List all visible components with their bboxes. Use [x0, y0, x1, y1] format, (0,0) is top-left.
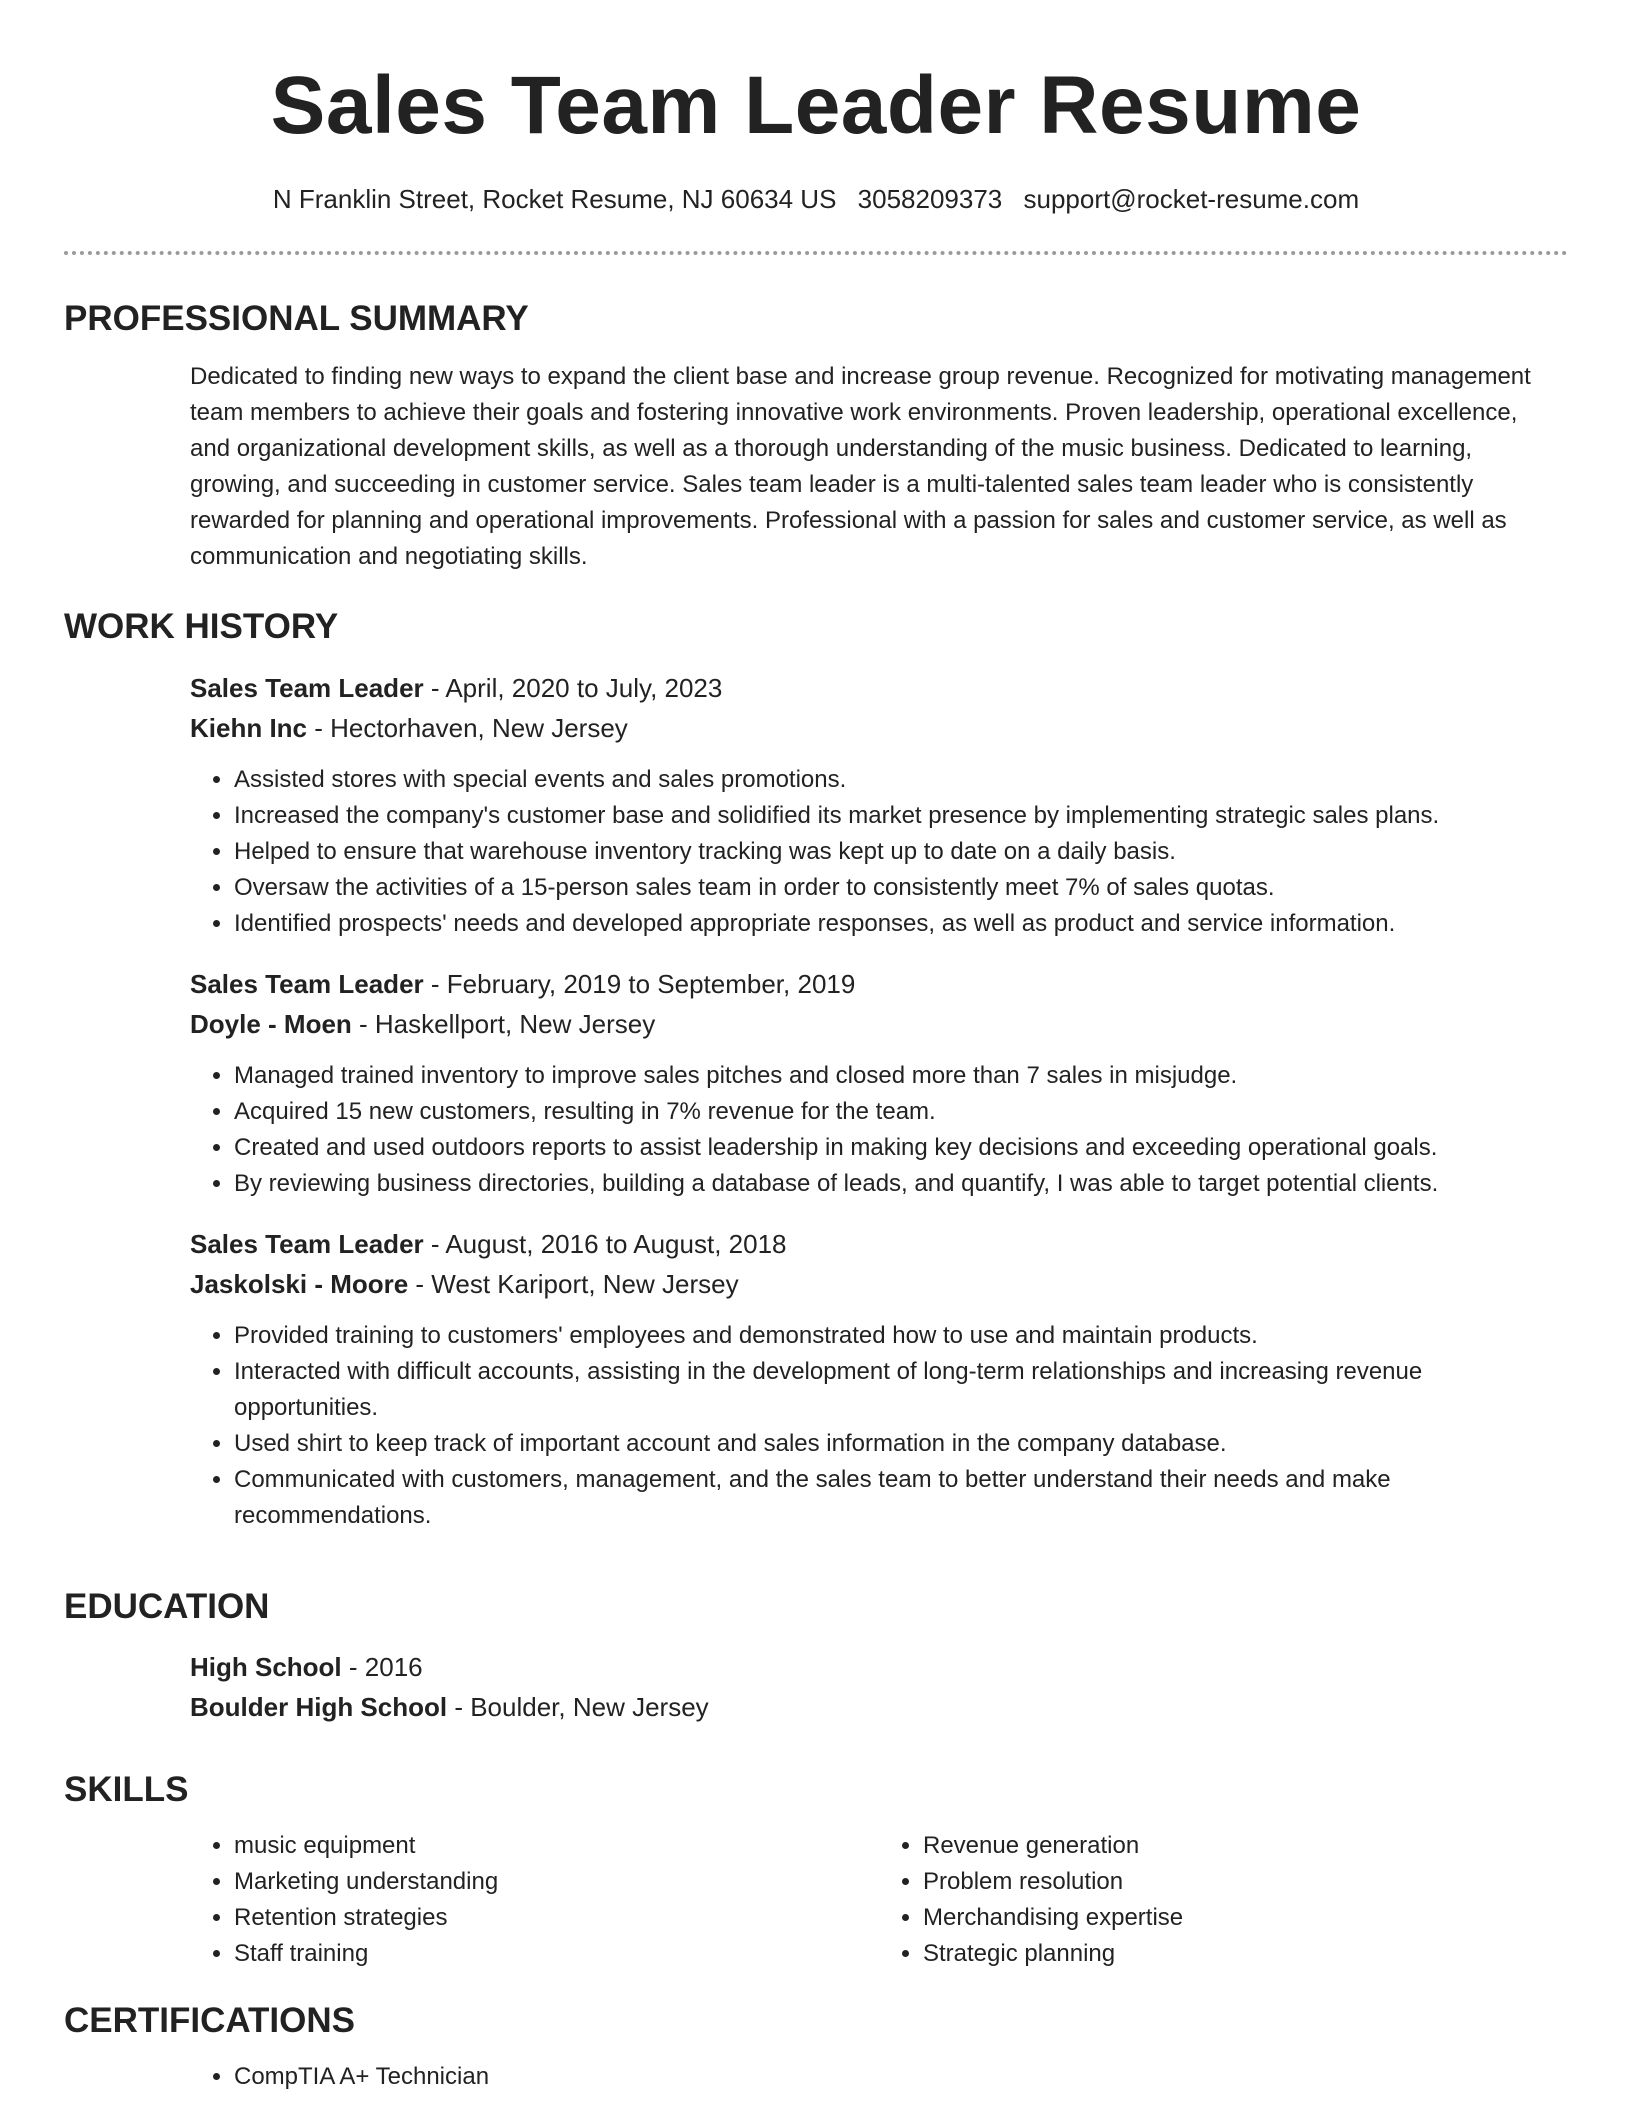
education-degree-line: [190, 1647, 1568, 1687]
job-company-line: [190, 708, 1568, 748]
job-company: Kiehn Inc: [190, 713, 308, 743]
certification-item: • CompTIA A+ Technician: [234, 2059, 1568, 2095]
summary-heading: PROFESSIONAL SUMMARY: [64, 299, 529, 338]
skill-item: • Problem resolution: [923, 1864, 1568, 1900]
job-bullet: • Used shirt to keep track of important account and sales information in the company database.: [234, 1426, 1568, 1462]
education-school: Boulder High School: [190, 1692, 448, 1722]
job-bullet: • By reviewing business directories, building a database of leads, and quantify, I was able to target potential clients.: [234, 1166, 1568, 1202]
contact-phone: 3058209373: [857, 184, 1003, 214]
skills-section: [64, 1768, 1568, 1972]
contact-line: [0, 182, 1632, 216]
education-section: [64, 1585, 1568, 1727]
job-title: Sales Team Leader: [190, 969, 424, 999]
resume-title: Sales Team Leader Resume: [270, 60, 1362, 151]
job-bullet: • Provided training to customers' employees and demonstrated how to use and maintain products.: [234, 1318, 1568, 1354]
job-bullet: • Created and used outdoors reports to assist leadership in making key decisions and exceeding operational goals.: [234, 1130, 1568, 1166]
skills-heading: SKILLS: [64, 1770, 189, 1809]
job-location: - Hectorhaven, New Jersey: [307, 713, 628, 743]
job-entry: [190, 964, 1568, 1202]
summary-section: [64, 297, 1568, 575]
summary-text: Dedicated to finding new ways to expand the client base and increase group revenue. Recognized for motivating management team members to achieve their goals and fostering innovative work environments. Proven leadership, operational excellence, and organizational development skills, as well as a thorough understanding of the music business. Dedicated to learning, growing, and succeeding in customer service. Sales team leader is a multi-talented sales team leader who is consistently rewarded for planning and operational improvements. Professional with a passion for sales and customer service, as well as communication and negotiating skills.: [190, 363, 1531, 570]
education-heading: EDUCATION: [64, 1587, 270, 1626]
job-company: Jaskolski - Moore: [190, 1269, 409, 1299]
skill-item: • Merchandising expertise: [923, 1900, 1568, 1936]
job-bullet: • Communicated with customers, management, and the sales team to better understand their needs and make recommendations.: [234, 1462, 1568, 1534]
work-history-heading: WORK HISTORY: [64, 607, 339, 646]
job-title: Sales Team Leader: [190, 1229, 424, 1259]
job-company-line: [190, 1004, 1568, 1044]
job-bullet: • Interacted with difficult accounts, assisting in the development of long-term relationships and increasing revenue opportunities.: [234, 1354, 1568, 1426]
certifications-list: [190, 2059, 1568, 2095]
job-dates: - August, 2016 to August, 2018: [423, 1229, 787, 1259]
contact-email: support@rocket-resume.com: [1023, 184, 1360, 214]
job-company-line: [190, 1264, 1568, 1304]
skill-item: • Strategic planning: [923, 1936, 1568, 1972]
job-bullets: [190, 1318, 1568, 1534]
education-school-line: [190, 1687, 1568, 1727]
skills-list-left: [190, 1828, 879, 1972]
education-degree: High School: [190, 1652, 342, 1682]
job-company: Doyle - Moen: [190, 1009, 352, 1039]
contact-address: N Franklin Street, Rocket Resume, NJ 60634 US: [272, 184, 837, 214]
skill-item: • Retention strategies: [234, 1900, 879, 1936]
job-location: - Haskellport, New Jersey: [351, 1009, 656, 1039]
certifications-heading: CERTIFICATIONS: [64, 2001, 356, 2040]
skills-grid: [190, 1828, 1568, 1972]
job-title: Sales Team Leader: [190, 673, 424, 703]
job-bullet: • Oversaw the activities of a 15-person sales team in order to consistently meet 7% of sales quotas.: [234, 870, 1568, 906]
skill-item: • music equipment: [234, 1828, 879, 1864]
header-divider: [64, 251, 1568, 255]
job-bullets: [190, 762, 1568, 942]
job-bullet: • Identified prospects' needs and developed appropriate responses, as well as product and service information.: [234, 906, 1568, 942]
skill-item: • Marketing understanding: [234, 1864, 879, 1900]
education-location: - Boulder, New Jersey: [447, 1692, 709, 1722]
job-title-line: [190, 1224, 1568, 1264]
job-bullets: [190, 1058, 1568, 1202]
job-entry: [190, 668, 1568, 942]
work-history-section: [64, 605, 1568, 1534]
job-bullet: • Assisted stores with special events and sales promotions.: [234, 762, 1568, 798]
job-title-line: [190, 668, 1568, 708]
job-location: - West Kariport, New Jersey: [408, 1269, 739, 1299]
job-bullet: • Acquired 15 new customers, resulting in 7% revenue for the team.: [234, 1094, 1568, 1130]
job-title-line: [190, 964, 1568, 1004]
skill-item: • Staff training: [234, 1936, 879, 1972]
job-bullet: • Managed trained inventory to improve sales pitches and closed more than 7 sales in misjudge.: [234, 1058, 1568, 1094]
skills-list-right: [879, 1828, 1568, 1972]
job-bullet: • Helped to ensure that warehouse inventory tracking was kept up to date on a daily basis.: [234, 834, 1568, 870]
job-dates: - February, 2019 to September, 2019: [423, 969, 856, 999]
job-bullet: • Increased the company's customer base and solidified its market presence by implementing strategic sales plans.: [234, 798, 1568, 834]
job-dates: - April, 2020 to July, 2023: [423, 673, 723, 703]
skill-item: • Revenue generation: [923, 1828, 1568, 1864]
education-year: - 2016: [341, 1652, 423, 1682]
certifications-section: [64, 1999, 1568, 2095]
job-entry: [190, 1224, 1568, 1534]
